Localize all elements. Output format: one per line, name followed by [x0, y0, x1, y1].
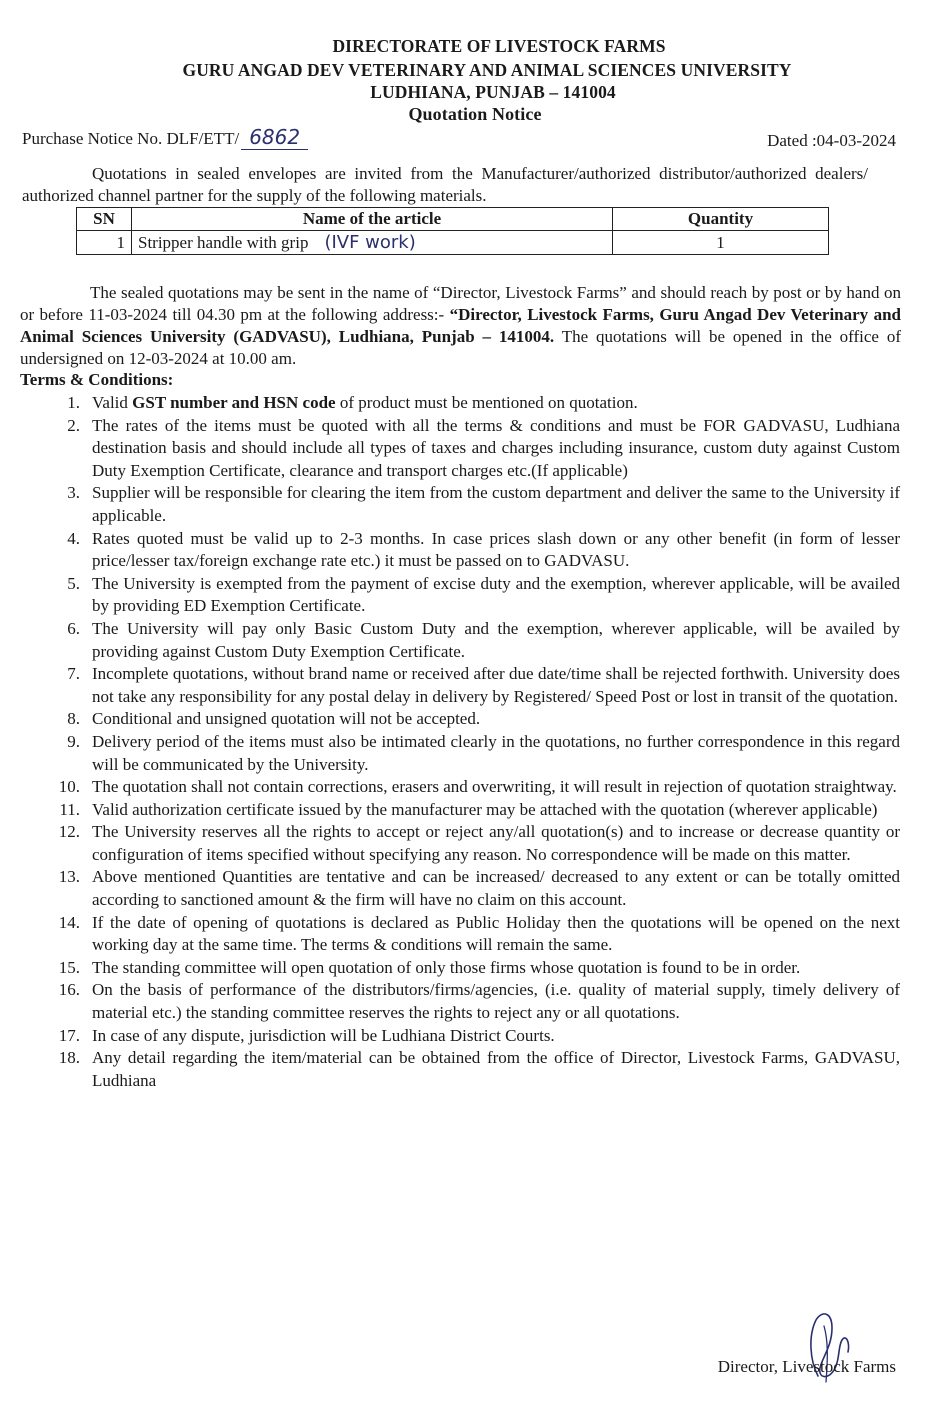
header-quantity: Quantity: [613, 208, 829, 231]
purchase-notice-number: [22, 125, 308, 150]
term-text-bold: GST number and HSN code: [132, 393, 336, 412]
row-quantity: 1: [613, 231, 829, 255]
list-item: [0, 1047, 900, 1092]
list-item: [0, 799, 900, 822]
term-text: Valid authorization certificate issued by the manufacturer may be attached with the quotation (wherever applicable): [92, 799, 878, 819]
term-text: The University reserves all the rights to accept or reject any/all quotation(s) and to increase or decrease quantity or configuration of items specified without specifying any reason. No correspondence will be made on this matter.: [92, 822, 900, 864]
term-text: Incomplete quotations, without brand name or received after due date/time shall be rejected forthwith. University does not take any responsibility for any postal delay in delivery by Registered/ Speed Post or lost in transit of the quotation.: [92, 664, 900, 706]
list-item: [0, 618, 900, 663]
list-item: [0, 731, 900, 776]
term-number: 11.: [59, 799, 80, 819]
list-item: [0, 482, 900, 527]
handwritten-notice-number: 6862: [241, 125, 308, 150]
list-item: [0, 821, 900, 866]
directorate-heading: DIRECTORATE OF LIVESTOCK FARMS: [332, 36, 666, 56]
list-item: [0, 979, 900, 1024]
term-text: On the basis of performance of the distributors/firms/agencies, (i.e. quality of material supply, timely delivery of material etc.) the standing committee reserves the rights to reject any or all quotations.: [92, 980, 900, 1023]
notice-date: Dated :04-03-2024: [767, 131, 896, 150]
items-table: [76, 207, 829, 255]
term-text: The quotation shall not contain corrections, erasers and overwriting, it will result in rejection of quotation straightway.: [92, 777, 897, 797]
term-text: Supplier will be responsible for clearing the item from the custom department and deliver the same to the University if applicable.: [92, 483, 900, 525]
header-sn: SN: [77, 208, 132, 231]
list-item: [0, 912, 900, 957]
list-item: [0, 708, 900, 731]
term-text: Above mentioned Quantities are tentative and can be increased/ decreased to any extent or can be totally omitted according to sanctioned amount & the firm will have no claim on this account.: [92, 867, 900, 910]
submission-text-2: The quotations will be opened in the office of undersigned on 12-03-2024 at 10.00 am.: [20, 327, 901, 368]
term-text: The standing committee will open quotation of only those firms whose quotation is found to be in order.: [92, 957, 801, 977]
term-text: Any detail regarding the item/material can be obtained from the office of Director, Livestock Farms, GADVASU, Ludhiana: [92, 1048, 900, 1090]
term-text: Rates quoted must be valid up to 2-3 months. In case prices slash down or any other benefit (in form of lesser price/lesser tax/foreign exchange rate etc.) it must be passed on to GADVASU.: [92, 528, 900, 571]
signatory-title: Director, Livestock Farms: [717, 1357, 896, 1376]
term-number: 15.: [58, 957, 80, 977]
handwritten-article-note: (IVF work): [324, 232, 416, 253]
term-number: 18.: [58, 1048, 80, 1068]
term-number: 4.: [67, 528, 80, 548]
term-text: The University will pay only Basic Custom Duty and the exemption, wherever applicable, will be availed by providing against Custom Duty Exemption Certificate.: [92, 618, 900, 661]
university-heading: GURU ANGAD DEV VETERINARY AND ANIMAL SCIENCES UNIVERSITY: [182, 60, 792, 80]
term-number: 14.: [58, 912, 80, 932]
row-article: [132, 231, 613, 255]
term-number: 17.: [58, 1025, 80, 1045]
submission-paragraph: [20, 282, 901, 370]
list-item: [0, 415, 900, 483]
term-text: Conditional and unsigned quotation will not be accepted.: [92, 709, 481, 729]
term-text: If the date of opening of quotations is declared as Public Holiday then the quotations will be opened on the next working day at the same time. The terms & conditions will remain the same.: [92, 912, 900, 955]
intro-paragraph: Quotations in sealed envelopes are invited from the Manufacturer/authorized distributor/authorized dealers/ authorized channel partner for the supply of the following materials.: [22, 164, 868, 205]
term-text-post: of product must be mentioned on quotation.: [335, 393, 638, 412]
term-number: 13.: [58, 867, 80, 887]
term-number: 9.: [67, 731, 80, 751]
term-number: 3.: [67, 483, 80, 503]
term-text: Delivery period of the items must also be intimated clearly in the quotations, no further correspondence in this regard will be communicated by the University.: [92, 731, 900, 774]
notice-label: Purchase Notice No. DLF/ETT/: [22, 129, 240, 148]
address-heading: LUDHIANA, PUNJAB – 141004: [370, 82, 616, 102]
submission-text-1: The sealed quotations may be sent in the name of “Director, Livestock Farms” and should reach by post or by hand on or before 11-03-2024 till 04.30 pm at the following address:-: [20, 283, 901, 324]
article-name: Stripper handle with grip: [138, 233, 309, 252]
term-text: The rates of the items must be quoted with all the terms & conditions and must be FOR GADVASU, Ludhiana destination basis and should include all types of taxes and charges including insurance, custom duty against Custom Duty Exemption Certificate, clearance and transport charges etc.(If applicable): [92, 415, 900, 480]
term-number: 2.: [67, 415, 80, 435]
submission-address: “Director, Livestock Farms, Guru Angad Dev Veterinary and Animal Sciences University (GADVASU), Ludhiana, Punjab – 141004.: [20, 305, 901, 346]
row-sn: 1: [77, 231, 132, 255]
term-number: 16.: [58, 980, 80, 1000]
table-row: [77, 231, 829, 255]
list-item: [0, 776, 900, 799]
term-number: 1.: [67, 393, 80, 412]
term-text: [92, 392, 900, 415]
term-text: In case of any dispute, jurisdiction will be Ludhiana District Courts.: [92, 1025, 555, 1045]
term-number: 12.: [58, 822, 80, 842]
term-number: 8.: [67, 709, 80, 729]
term-number: 10.: [58, 777, 80, 797]
terms-list: [0, 392, 900, 1092]
list-item: [0, 1025, 900, 1048]
terms-heading: Terms & Conditions:: [20, 370, 174, 389]
list-item: [0, 573, 900, 618]
term-number: 6.: [67, 618, 80, 638]
term-text-pre: Valid: [92, 393, 133, 412]
list-item: [0, 866, 900, 911]
header-article-name: Name of the article: [132, 208, 613, 231]
list-item: [0, 663, 900, 708]
term-number: 5.: [67, 573, 80, 593]
list-item: [0, 528, 900, 573]
table-header-row: [77, 208, 829, 231]
list-item: [0, 392, 900, 415]
list-item: [0, 957, 900, 980]
document-title: Quotation Notice: [408, 104, 542, 124]
term-number: 7.: [67, 664, 80, 684]
term-text: The University is exempted from the payment of excise duty and the exemption, wherever applicable, will be availed by providing ED Exemption Certificate.: [92, 573, 900, 616]
